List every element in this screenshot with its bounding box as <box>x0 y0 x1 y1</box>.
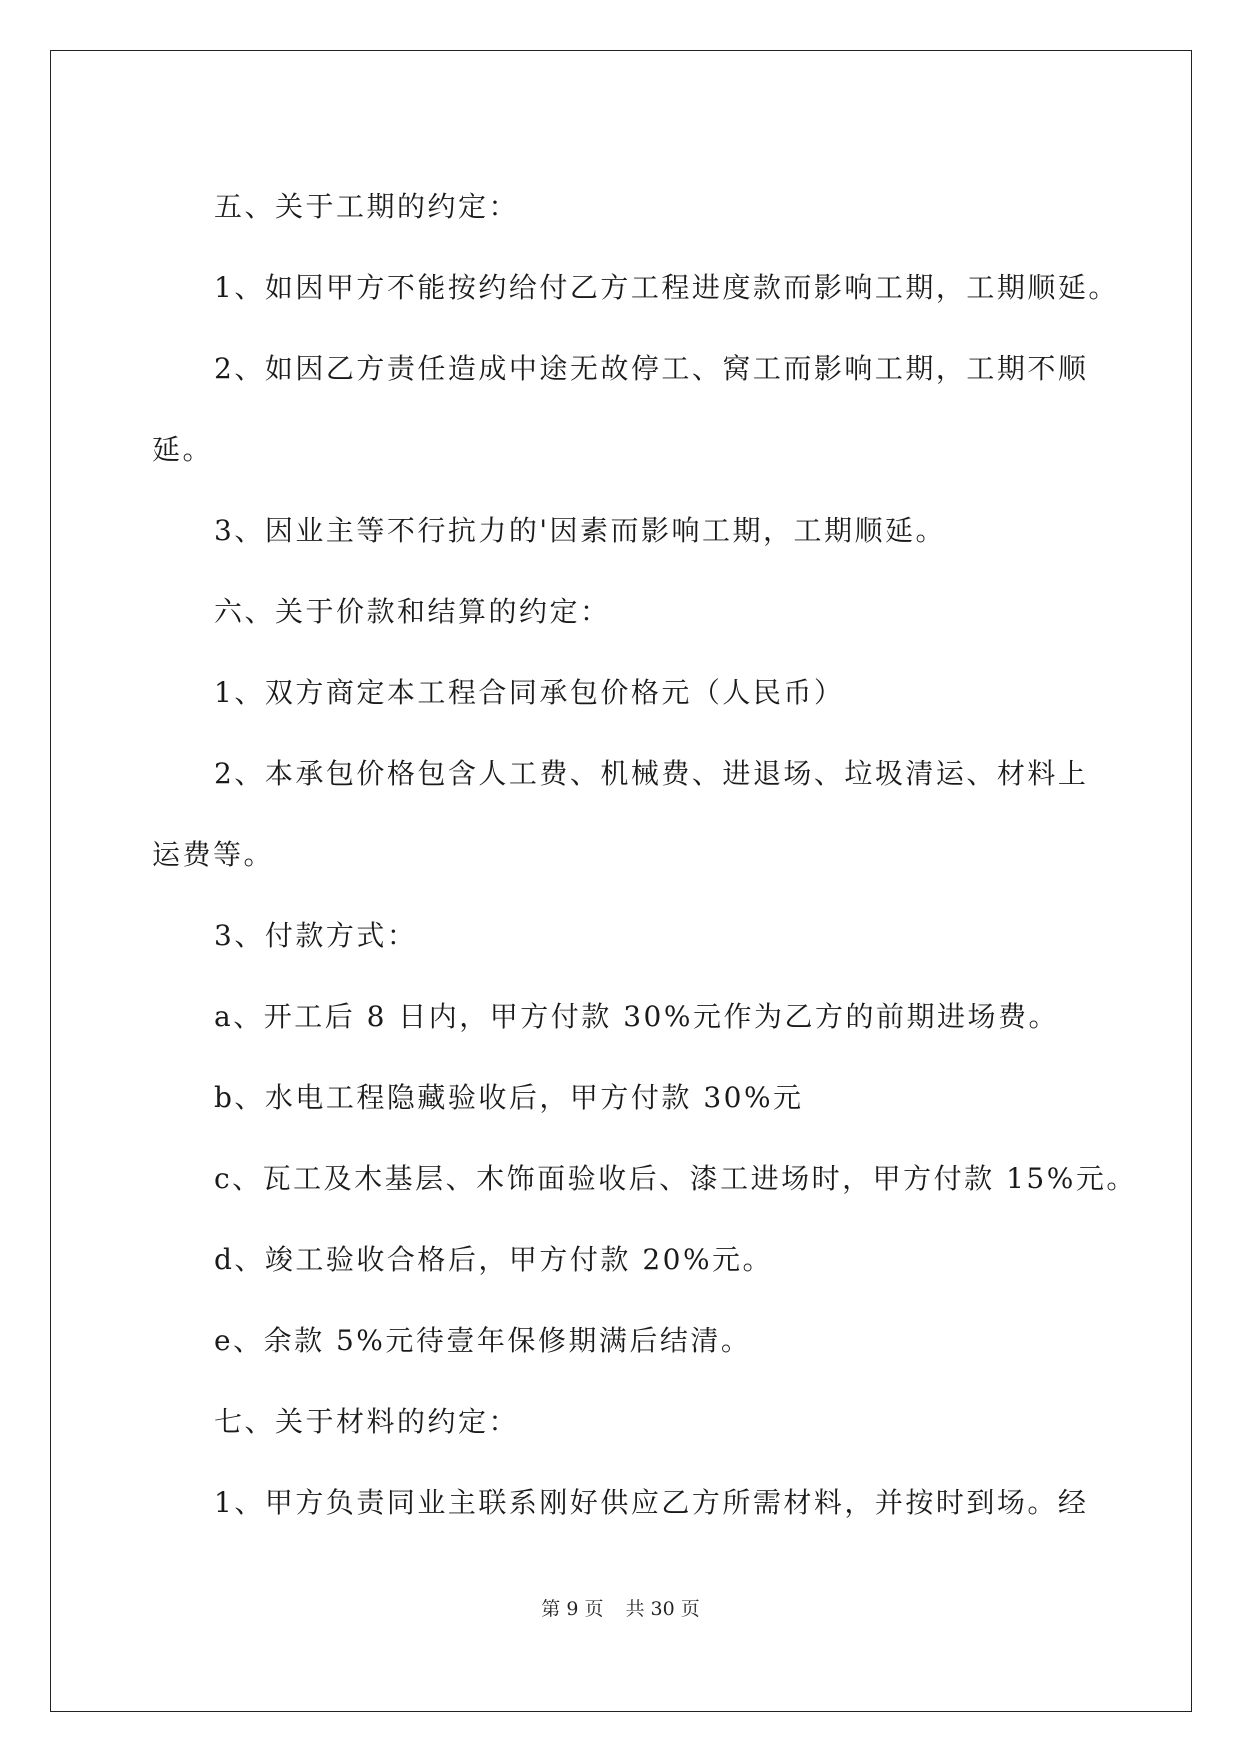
payment-item-b: b、水电工程隐藏验收后，甲方付款 30%元 <box>214 1081 804 1114</box>
payment-item-a: a、开工后 8 日内，甲方付款 30%元作为乙方的前期进场费。 <box>214 1000 1059 1033</box>
payment-item-e: e、余款 5%元待壹年保修期满后结清。 <box>214 1324 752 1357</box>
section-heading-7: 七、关于材料的约定： <box>214 1405 520 1438</box>
paragraph: 2、如因乙方责任造成中途无故停工、窝工而影响工期，工期不顺 <box>214 352 1089 385</box>
paragraph: 2、本承包价格包含人工费、机械费、进退场、垃圾清运、材料上 <box>214 757 1089 790</box>
paragraph-continuation: 运费等。 <box>152 838 275 871</box>
section-heading-6: 六、关于价款和结算的约定： <box>214 595 611 628</box>
paragraph: 1、如因甲方不能按约给付乙方工程进度款而影响工期，工期顺延。 <box>214 271 1119 304</box>
payment-item-d: d、竣工验收合格后，甲方付款 20%元。 <box>214 1243 774 1276</box>
paragraph: 1、双方商定本工程合同承包价格元（人民币） <box>214 676 845 709</box>
paragraph: 3、因业主等不行抗力的'因素而影响工期，工期顺延。 <box>214 514 947 547</box>
paragraph-continuation: 延。 <box>152 433 214 466</box>
section-heading-5: 五、关于工期的约定： <box>214 190 520 223</box>
paragraph: 3、付款方式： <box>214 919 418 952</box>
page-number: 第 9 页 <box>541 1598 604 1620</box>
page-footer <box>0 1597 1241 1621</box>
page-total: 共 30 页 <box>625 1598 700 1620</box>
payment-item-c: c、瓦工及木基层、木饰面验收后、漆工进场时，甲方付款 15%元。 <box>214 1162 1137 1195</box>
paragraph: 1、甲方负责同业主联系刚好供应乙方所需材料，并按时到场。经 <box>214 1486 1089 1519</box>
document-body <box>152 166 1137 1543</box>
